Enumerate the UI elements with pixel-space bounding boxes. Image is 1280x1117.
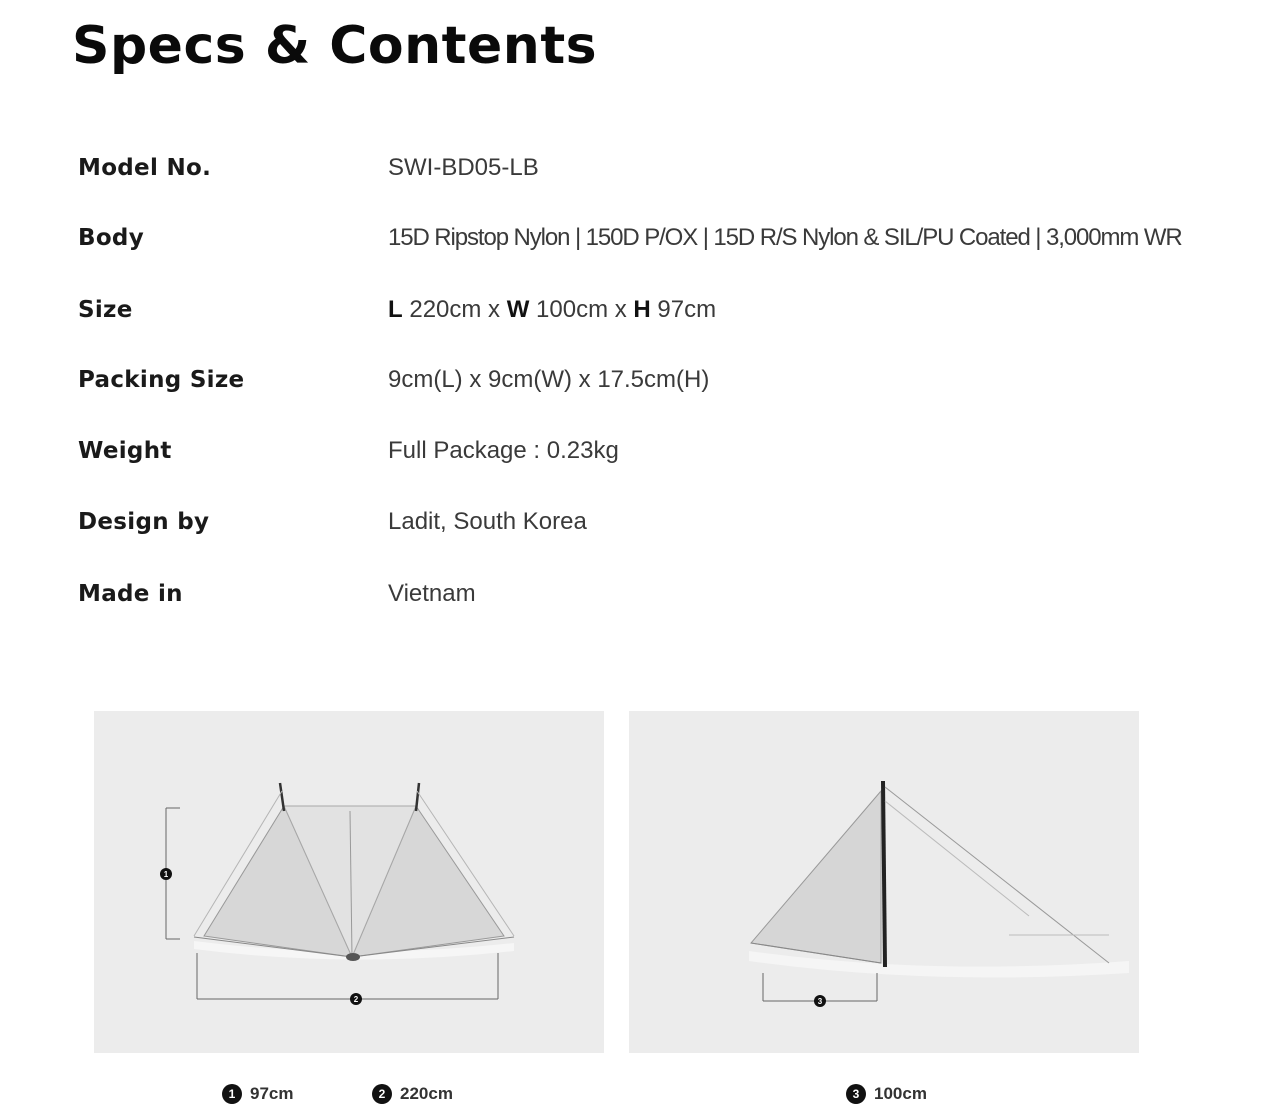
spec-row-made-in bbox=[0, 574, 1280, 614]
marker-2: 2 bbox=[353, 995, 359, 1004]
spec-value: 15D Ripstop Nylon | 150D P/OX | 15D R/S Nylon & SIL/PU Coated | 3,000mm WR bbox=[388, 224, 1182, 251]
tent-front-illustration bbox=[94, 711, 604, 1053]
spec-value: Ladit, South Korea bbox=[388, 508, 587, 535]
spec-label: Body bbox=[78, 225, 144, 251]
spec-row-size bbox=[0, 290, 1280, 330]
spec-label: Design by bbox=[78, 509, 210, 535]
caption-badge: 1 bbox=[222, 1084, 242, 1104]
spec-label: Weight bbox=[78, 438, 172, 464]
spec-value: SWI-BD05-LB bbox=[388, 154, 539, 181]
width-value: 100cm x bbox=[529, 296, 634, 323]
caption-length bbox=[372, 1082, 453, 1106]
spec-row-weight bbox=[0, 431, 1280, 471]
caption-width bbox=[846, 1082, 927, 1106]
spec-value: Vietnam bbox=[388, 580, 476, 607]
tent-side-view-image bbox=[629, 711, 1139, 1053]
caption-text: 220cm bbox=[400, 1084, 453, 1103]
width-key: W bbox=[506, 296, 530, 323]
spec-value: 9cm(L) x 9cm(W) x 17.5cm(H) bbox=[388, 366, 710, 393]
spec-label: Packing Size bbox=[78, 367, 245, 393]
spec-row-body bbox=[0, 218, 1280, 258]
spec-value: Full Package : 0.23kg bbox=[388, 437, 619, 464]
height-value: 97cm bbox=[650, 296, 717, 323]
marker-1: 1 bbox=[163, 870, 169, 879]
spec-row-design bbox=[0, 502, 1280, 542]
spec-value-size bbox=[388, 290, 716, 330]
length-value: 220cm x bbox=[402, 296, 507, 323]
spec-label: Size bbox=[78, 297, 133, 323]
caption-badge: 2 bbox=[372, 1084, 392, 1104]
page-title: Specs & Contents bbox=[72, 16, 598, 76]
caption-text: 100cm bbox=[874, 1084, 927, 1103]
caption-text: 97cm bbox=[250, 1084, 294, 1103]
spec-label: Made in bbox=[78, 581, 183, 607]
spec-row-packing bbox=[0, 360, 1280, 400]
spec-row-model bbox=[0, 148, 1280, 188]
marker-3: 3 bbox=[817, 997, 823, 1006]
tent-front-view-image bbox=[94, 711, 604, 1053]
tent-side-illustration bbox=[629, 711, 1139, 1053]
caption-height bbox=[222, 1082, 293, 1106]
spec-label: Model No. bbox=[78, 155, 212, 181]
length-key: L bbox=[388, 296, 403, 323]
caption-badge: 3 bbox=[846, 1084, 866, 1104]
height-key: H bbox=[633, 296, 651, 323]
